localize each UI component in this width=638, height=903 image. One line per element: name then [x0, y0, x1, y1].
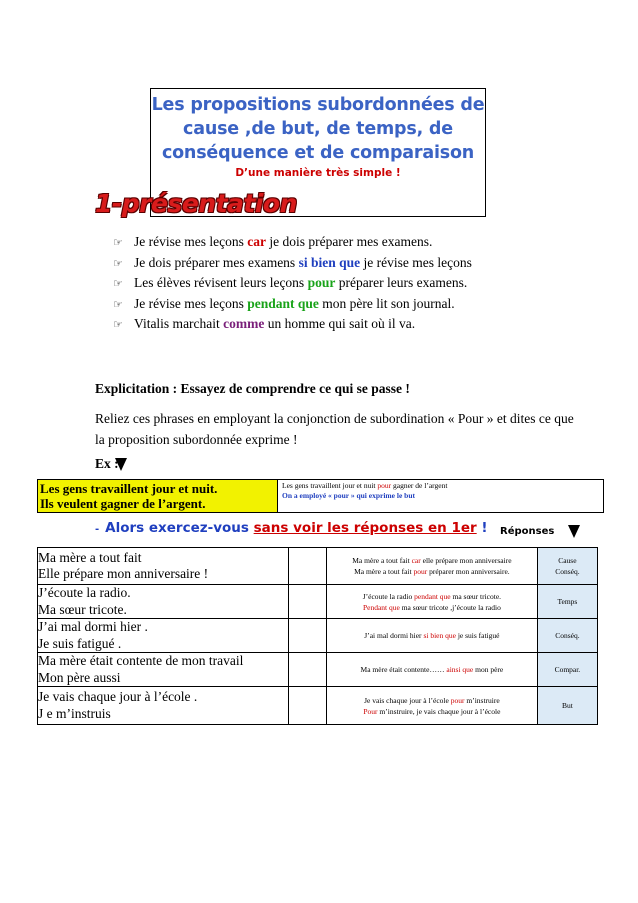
pointing-hand-icon: ☞: [113, 318, 123, 331]
question-line: Ma mère a tout fait: [38, 549, 142, 565]
spacer-cell: [288, 653, 326, 687]
examples-list: [113, 232, 472, 335]
answer-line: [327, 706, 537, 717]
answer-text: Ma mère a tout fait: [354, 567, 414, 576]
example-item: [113, 232, 472, 253]
exercise-dash: -: [95, 524, 100, 535]
answer-cell: [327, 687, 538, 725]
answer-keyword: pour: [413, 567, 428, 576]
answer-text: gagner de l’argent: [391, 481, 448, 490]
type-cell: Cause Conséq.: [537, 548, 597, 585]
answer-cell: [327, 585, 538, 619]
example-question-line: Les gens travaillent jour et nuit.: [40, 481, 218, 496]
question-cell: [38, 619, 289, 653]
answer-text: J’écoute la radio: [362, 591, 415, 601]
table-row: [38, 687, 598, 725]
example-text: Vitalis marchait: [134, 316, 224, 331]
example-text: Je dois préparer mes examens: [134, 254, 299, 270]
answer-text: Je vais chaque jour à l’école: [364, 695, 451, 705]
spacer-cell: [288, 585, 326, 619]
answer-text: Les gens travaillent jour et nuit: [282, 481, 378, 490]
table-row: [38, 653, 598, 687]
question-cell: [38, 687, 289, 725]
table-row: [38, 548, 598, 585]
spacer-cell: [288, 548, 326, 585]
answer-keyword: Pendant que: [362, 602, 400, 612]
answer-keyword: Pour: [363, 706, 378, 716]
divider: [277, 480, 278, 512]
question-line: Je vais chaque jour à l’école .: [38, 689, 198, 704]
question-line: J’écoute la radio.: [38, 585, 131, 600]
answer-text: mon père: [473, 665, 504, 674]
spacer-cell: [288, 619, 326, 653]
question-cell: [38, 585, 289, 619]
question-line: J’ai mal dormi hier .: [38, 619, 148, 634]
example-text: Les élèves révisent leurs leçons: [134, 275, 308, 290]
example-answer-line: [282, 481, 602, 491]
question-cell: [38, 548, 289, 585]
answer-keyword: pour: [377, 481, 392, 490]
pointing-hand-icon: ☞: [113, 256, 123, 270]
example-text: Je révise mes leçons: [134, 295, 248, 311]
type-cell: Conséq.: [537, 619, 597, 653]
example-item: [113, 273, 472, 294]
question-line: Mon père aussi: [38, 669, 121, 685]
exercise-prefix: Alors exercez-vous: [105, 520, 254, 536]
example-keyword: si bien que: [298, 254, 361, 270]
example-text: mon père lit son journal.: [318, 295, 455, 311]
explicitation-heading: Explicitation : Essayez de comprendre ce qui se passe !: [95, 381, 410, 396]
section-heading: 1-présentation: [95, 189, 297, 218]
answers-label-text: Réponses: [500, 526, 555, 537]
answer-text: elle prépare mon anniversaire: [420, 556, 512, 565]
arrow-down-icon: [115, 458, 127, 471]
answer-text: préparer mon anniversaire.: [427, 567, 510, 576]
answer-line: [327, 664, 537, 675]
pointing-hand-icon: ☞: [113, 297, 123, 311]
question-line: Je suis fatigué .: [38, 635, 122, 651]
table-row: [38, 585, 598, 619]
title-line-3: conséquence et de comparaison: [161, 143, 475, 163]
answer-line: [327, 602, 537, 613]
type-cell: Compar.: [537, 653, 597, 687]
answer-line: [327, 591, 537, 602]
example-text: Je révise mes leçons: [134, 234, 248, 249]
title-lines: [151, 93, 485, 165]
answer-keyword: ainsi que: [446, 665, 474, 674]
type-cell: But: [537, 687, 597, 725]
example-box: [37, 479, 604, 513]
answer-text: J’ai mal dormi hier: [364, 631, 424, 640]
arrow-down-icon: [568, 525, 580, 538]
answer-keyword: pour: [450, 695, 465, 705]
answer-line: [327, 555, 537, 566]
example-text: préparer leurs examens.: [335, 275, 468, 290]
exercise-instruction: [95, 520, 488, 536]
question-line: Ma mère était contente de mon travail: [38, 653, 244, 668]
answer-keyword: pendant que: [414, 591, 451, 601]
answer-text: ma sœur tricote ,j’écoute la radio: [399, 602, 501, 612]
example-keyword: pendant que: [247, 295, 319, 311]
example-label-text: Ex :: [95, 456, 119, 471]
exercise-suffix: !: [476, 520, 488, 536]
question-line: Elle prépare mon anniversaire !: [38, 566, 209, 581]
example-label: [95, 456, 127, 472]
question-line: J e m’instruis: [38, 705, 111, 721]
example-item: [113, 294, 472, 315]
answer-line: [327, 566, 537, 577]
answer-text: je suis fatigué: [455, 631, 500, 640]
instruction-text: Reliez ces phrases en employant la conjonction de subordination « Pour » et dites ce que la proposition subordonnée exprime !: [95, 411, 574, 447]
example-text: un homme qui sait où il va.: [264, 316, 416, 331]
example-item: [113, 314, 472, 335]
answer-line: [327, 695, 537, 706]
answers-label: [500, 525, 580, 538]
answer-text: Ma mère a tout fait: [352, 556, 412, 565]
example-keyword: pour: [307, 275, 336, 290]
example-answer-explanation: On a employé « pour » qui exprime le but: [282, 491, 415, 500]
answer-cell: [327, 548, 538, 585]
answer-cell: [327, 619, 538, 653]
example-text: je dois préparer mes examens.: [265, 234, 433, 249]
answer-keyword: si bien que: [423, 631, 456, 640]
answer-text: Ma mère était contente……: [360, 665, 447, 674]
answer-keyword: car: [411, 556, 421, 565]
example-keyword: comme: [223, 316, 265, 331]
answer-text: ma sœur tricote.: [450, 591, 502, 601]
pointing-hand-icon: ☞: [113, 236, 123, 249]
example-question: [38, 480, 277, 512]
answer-cell: [327, 653, 538, 687]
question-cell: [38, 653, 289, 687]
question-line: Ma sœur tricote.: [38, 601, 127, 617]
table-row: [38, 619, 598, 653]
spacer-cell: [288, 687, 326, 725]
answer-text: m’instruire: [464, 695, 500, 705]
example-text: je révise mes leçons: [360, 254, 472, 270]
answer-line: [327, 630, 537, 641]
pointing-hand-icon: ☞: [113, 277, 123, 290]
title-line-2: cause ,de but, de temps, de: [183, 119, 453, 139]
title-subtitle: D’une manière très simple !: [235, 167, 401, 179]
exercise-emphasis: sans voir les réponses en 1er: [253, 520, 477, 536]
answer-text: m’instruire, je vais chaque jour à l’école: [377, 706, 501, 716]
example-keyword: car: [247, 234, 266, 249]
example-question-line: Ils veulent gagner de l’argent.: [40, 496, 206, 511]
exercise-table: [37, 547, 598, 725]
example-answer: [279, 481, 602, 501]
example-item: [113, 253, 472, 274]
title-line-1: Les propositions subordonnées de: [151, 95, 485, 115]
type-cell: Temps: [537, 585, 597, 619]
